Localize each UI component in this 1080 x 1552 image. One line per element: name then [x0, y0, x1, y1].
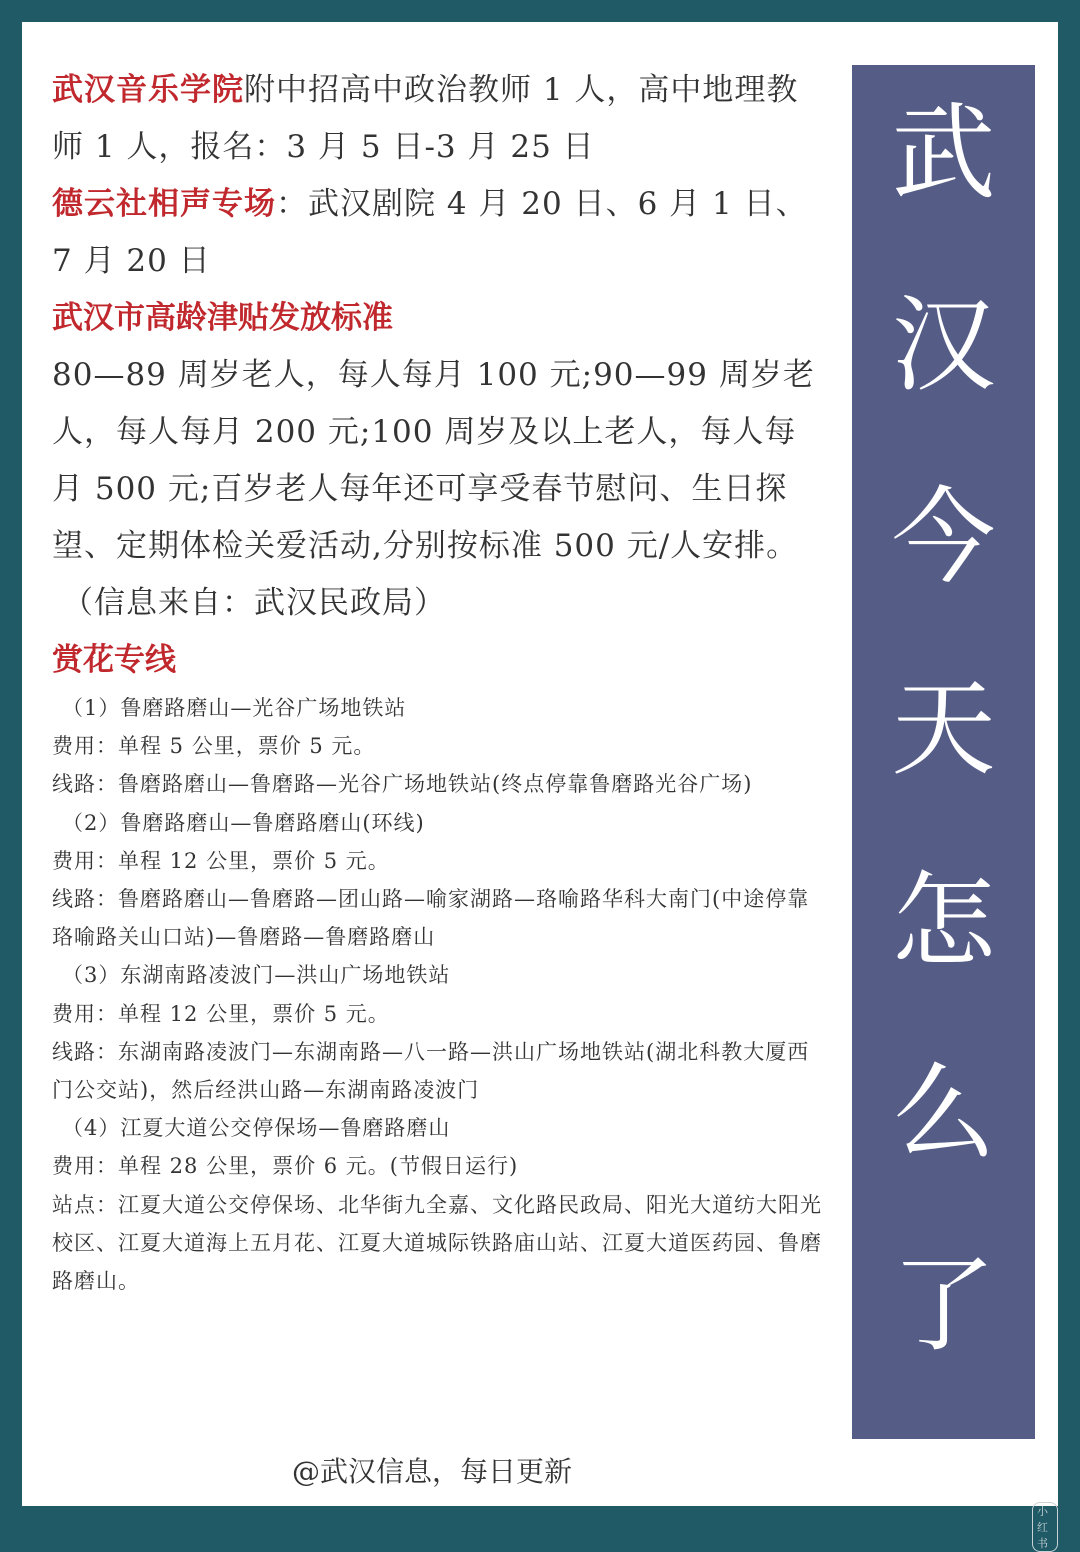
route-line: （1）鲁磨路磨山—光谷广场地铁站	[62, 696, 407, 720]
notice-highlight: 武汉音乐学院	[52, 72, 244, 108]
subsidy-source: （信息来自：武汉民政局）	[62, 585, 446, 621]
content-column	[52, 62, 824, 1300]
route-line: 站点：江夏大道公交停保场、北华街九全嘉、文化路民政局、阳光大道纺大阳光校区、江夏大道海上五月花、江夏大道城际铁路庙山站、江夏大道医药园、鲁磨路磨山。	[52, 1192, 822, 1294]
flower-route-list	[52, 689, 824, 1300]
page	[22, 22, 1058, 1550]
footer-text: @武汉信息，每日更新	[292, 1455, 573, 1488]
side-title-char: 天	[891, 668, 996, 790]
notice-item	[52, 62, 824, 176]
route-line: （3）东湖南路凌波门—洪山广场地铁站	[62, 963, 451, 988]
side-title-char: 武	[891, 92, 996, 214]
notice-text: ：武汉剧院 4 月 20 日、6 月 1 日、7 月 20 日	[52, 186, 808, 279]
route-line: 费用：单程 5 公里，票价 5 元。	[52, 734, 376, 759]
route-line: （2）鲁磨路磨山—鲁磨路磨山(环线)	[62, 810, 425, 835]
side-title-char: 今	[891, 476, 996, 598]
notice-highlight: 德云社相声专场	[52, 186, 276, 222]
side-title-char: 么	[891, 1052, 996, 1174]
side-title-panel	[852, 65, 1035, 1439]
route-line: 费用：单程 12 公里，票价 5 元。	[52, 1001, 390, 1026]
route-line: 费用：单程 12 公里，票价 5 元。	[52, 848, 390, 873]
side-title-char: 怎	[891, 860, 996, 982]
route-line: 线路：东湖南路凌波门—东湖南路—八一路—洪山广场地铁站(湖北科教大厦西门公交站)，然后经洪山路—东湖南路凌波门	[52, 1039, 810, 1103]
route-line: 线路：鲁磨路磨山—鲁磨路—团山路—喻家湖路—珞喻路华科大南门(中途停靠珞喻路关山口站)—鲁磨路—鲁磨路磨山	[52, 887, 810, 950]
side-title-char: 汉	[891, 284, 996, 406]
flower-heading: 赏花专线	[52, 642, 176, 678]
route-line: 费用：单程 28 公里，票价 6 元。(节假日运行)	[52, 1154, 519, 1179]
notice-item	[52, 176, 824, 290]
route-line: 线路：鲁磨路磨山—鲁磨路—光谷广场地铁站(终点停靠鲁磨路光谷广场)	[52, 772, 753, 797]
subsidy-body: 80—89 周岁老人，每人每月 100 元;90—99 周岁老人，每人每月 200 元;100 周岁及以上老人，每人每月 500 元;百岁老人每年还可享受春节慰问、生日探望、定期体检关爱活动,分别按标准 500 元/人安排。	[52, 357, 815, 564]
notice-text: 附中招高中政治教师 1 人，高中地理教师 1 人，报名：3 月 5 日-3 月 25 日	[52, 72, 799, 165]
watermark: 小红书	[1032, 1502, 1058, 1552]
route-line: （4）江夏大道公交停保场—鲁磨路磨山	[62, 1116, 451, 1141]
subsidy-heading: 武汉市高龄津贴发放标准	[52, 300, 393, 336]
side-title-char: 了	[891, 1244, 996, 1366]
